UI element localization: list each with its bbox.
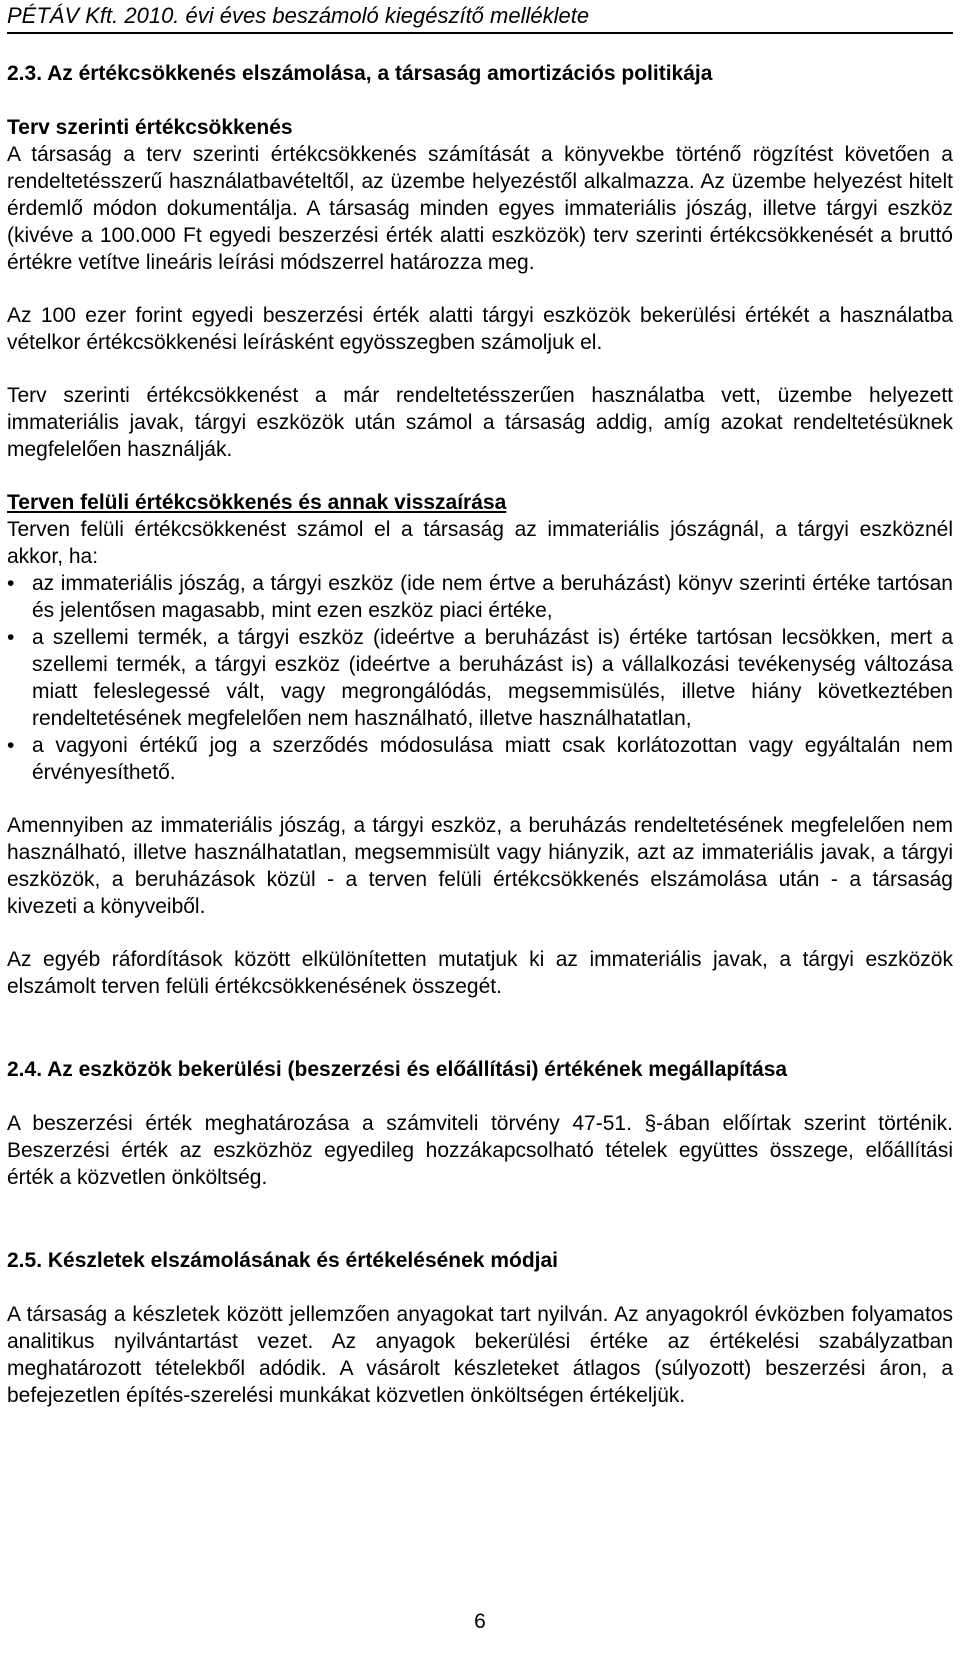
list-item [7,732,953,786]
bullet-icon: • [7,572,15,595]
page-number: 6 [474,1610,486,1633]
paragraph: Terv szerinti értékcsökkenést a már rendeltetésszerűen használatba vett, üzembe helyezett immateriális javak, tárgyi eszközök után számol a társaság addig, amíg azokat rendeltetésüknek megfelelően használják. [7,384,953,461]
list-item [7,570,953,624]
subheading-extraordinary-depreciation: Terven felüli értékcsökkenés és annak visszaírása [7,491,507,514]
list-item-text: az immateriális jószág, a tárgyi eszköz (ide nem értve a beruházást) könyv szerinti értéke tartósan és jelentősen magasabb, mint ezen eszköz piaci értéke, [32,572,953,622]
bullet-icon: • [7,626,15,649]
list-item [7,624,953,732]
section-2-5-heading: 2.5. Készletek elszámolásának és értékelésének módjai [7,1249,558,1272]
paragraph: A társaság a készletek között jellemzően anyagokat tart nyilván. Az anyagokról évközben folyamatos analitikus nyilvántartást vezet. Az anyagok bekerülési értéke az értékelési szabályzatban meghatározott tételekből adódik. A vásárolt készleteket átlagos (súlyozott) beszerzési áron, a befejezetlen építés-szerelési munkákat közvetlen önköltségen értékeljük. [7,1303,953,1407]
paragraph: A társaság a terv szerinti értékcsökkenés számítását a könyvekbe történő rögzítést követően a rendeltetésszerű használatbavételtől, az üzembe helyezéstől alkalmazza. Az üzembe helyezést hitelt érdemlő módon dokumentálja. A társaság minden egyes immateriális jószág, illetve tárgyi eszköz (kivéve a 100.000 Ft egyedi beszerzési érték alatti eszközök) terv szerinti értékcsökkenését a bruttó értékre vetítve lineáris leírási módszerrel határozza meg. [7,143,953,274]
bullet-icon: • [7,734,15,757]
spacer [7,786,953,812]
spacer [7,276,953,302]
spacer [7,1191,953,1247]
spacer [7,463,953,489]
spacer [7,1274,953,1301]
paragraph: Az 100 ezer forint egyedi beszerzési érték alatti tárgyi eszközök bekerülési értékét a használatba vételkor értékcsökkenési leírásként egyösszegben számoljuk el. [7,304,953,354]
spacer [7,87,953,114]
section-2-4-heading: 2.4. Az eszközök bekerülési (beszerzési és előállítási) értékének megállapítása [7,1058,788,1081]
paragraph: Amennyiben az immateriális jószág, a tárgyi eszköz, a beruházás rendeltetésének megfelelően nem használható, illetve használhatatlan, megsemmisült vagy hiányzik, azt az immateriális javak, a tárgyi eszközök, a beruházások közül - a terven felüli értékcsökkenés elszámolása után - a társaság kivezeti a könyveiből. [7,814,953,918]
subheading-planned-depreciation: Terv szerinti értékcsökkenés [7,116,293,139]
list-item-text: a szellemi termék, a tárgyi eszköz (ideértve a beruházást is) értéke tartósan lecsökken, mert a szellemi termék, a tárgyi eszköz (ideértve a beruházást is) a vállalkozási tevékenység változása miatt feleslegessé vált, vagy megrongálódás, megsemmisülés, illetve hiány következtében rendeltetésének megfelelően nem használható, illetve használhatatlan, [32,626,953,730]
list-item-text: a vagyoni értékű jog a szerződés módosulása miatt csak korlátozottan vagy egyáltalán nem érvényesíthető. [32,734,953,784]
section-2-3-heading: 2.3. Az értékcsökkenés elszámolása, a társaság amortizációs politikája [7,62,713,85]
paragraph: Az egyéb ráfordítások között elkülönítetten mutatjuk ki az immateriális javak, a tárgyi eszközök elszámolt terven felüli értékcsökkenésének összegét. [7,948,953,998]
spacer [7,920,953,946]
bullet-list [7,570,953,786]
page-header: PÉTÁV Kft. 2010. évi éves beszámoló kiegészítő melléklete [7,2,953,34]
page-content [7,60,953,1409]
spacer [7,356,953,382]
paragraph: A beszerzési érték meghatározása a számviteli törvény 47-51. §-ában előírtak szerint történik. Beszerzési érték az eszközhöz egyedileg hozzákapcsolható tételek együttes összege, előállítási érték a közvetlen önköltség. [7,1112,953,1189]
spacer [7,1000,953,1056]
spacer [7,1083,953,1110]
paragraph: Terven felüli értékcsökkenést számol el a társaság az immateriális jószágnál, a tárgyi eszköznél akkor, ha: [7,518,953,568]
